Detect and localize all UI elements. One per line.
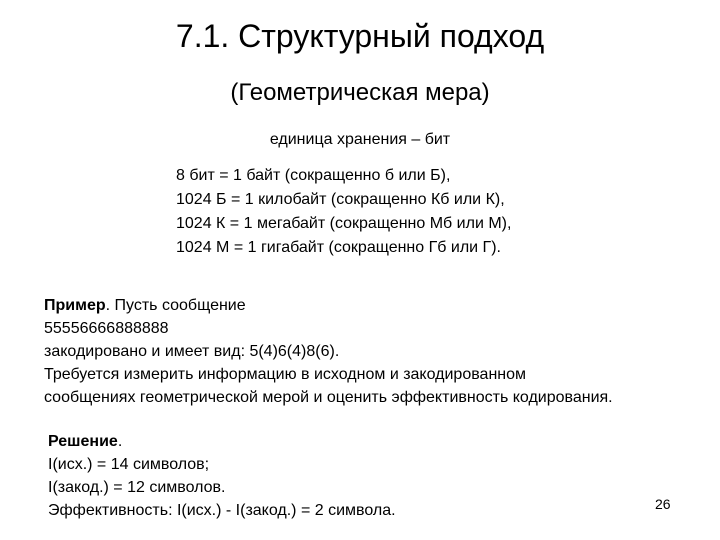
slide-subtitle: (Геометрическая мера) <box>230 79 490 106</box>
example-label: Пример <box>44 297 106 314</box>
solution-line: I(исх.) = 14 символов; <box>48 456 210 473</box>
unit-definitions <box>176 164 511 260</box>
solution-heading <box>48 430 396 453</box>
example-block <box>44 294 613 409</box>
example-line: Требуется измерить информацию в исходном и закодированном <box>44 366 527 383</box>
definition-line: 1024 М = 1 гигабайт (сокращенно Гб или Г). <box>176 239 501 256</box>
solution-line: Эффективность: I(исх.) - I(закод.) = 2 символа. <box>48 502 396 519</box>
solution-line: I(закод.) = 12 символов. <box>48 479 226 496</box>
example-intro: . Пусть сообщение <box>105 297 246 314</box>
example-first-line <box>44 294 613 317</box>
definition-line: 8 бит = 1 байт (сокращенно б или Б), <box>176 167 451 184</box>
solution-block <box>48 430 396 522</box>
example-line: закодировано и имеет вид: 5(4)6(4)8(6). <box>44 343 340 360</box>
definition-line: 1024 К = 1 мегабайт (сокращенно Мб или М), <box>176 215 512 232</box>
slide-title: 7.1. Структурный подход <box>175 18 545 54</box>
storage-unit-line: единица хранения – бит <box>269 131 451 148</box>
solution-label-suffix: . <box>117 433 123 450</box>
example-line: сообщениях геометрической мерой и оценить эффективность кодирования. <box>44 389 613 406</box>
page-number: 26 <box>655 496 671 512</box>
solution-label: Решение <box>48 433 118 450</box>
definition-line: 1024 Б = 1 килобайт (сокращенно Кб или К), <box>176 191 505 208</box>
example-line: 55556666888888 <box>44 320 169 337</box>
